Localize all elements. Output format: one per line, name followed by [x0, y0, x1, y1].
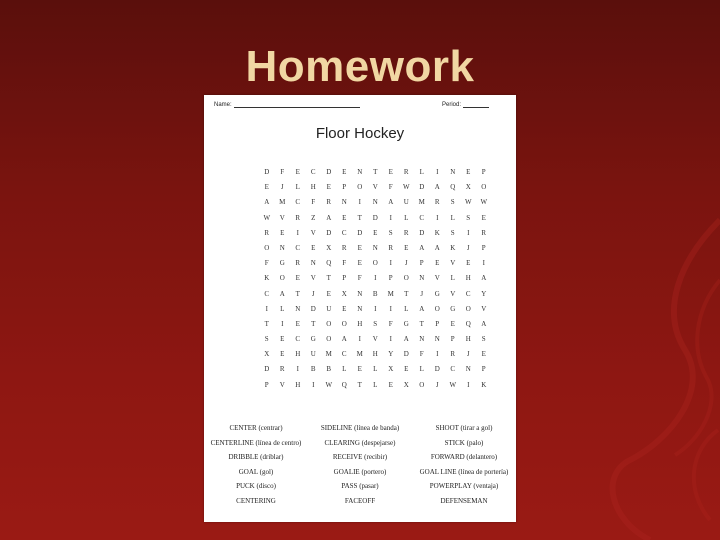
grid-letter: D: [372, 213, 378, 222]
grid-letter: G: [434, 289, 440, 298]
grid-letter: D: [326, 228, 332, 237]
grid-letter: A: [341, 335, 347, 344]
grid-letter: L: [295, 183, 300, 192]
grid-letter: N: [310, 259, 316, 268]
grid-letter: N: [450, 168, 456, 176]
grid-letter: V: [450, 289, 456, 298]
grid-letter: O: [326, 335, 332, 344]
word-bank-entry: POWERPLAY (ventaja): [429, 482, 499, 490]
grid-letter: E: [280, 228, 285, 237]
grid-letter: W: [402, 183, 410, 192]
grid-letter: E: [450, 319, 455, 328]
grid-letter: N: [279, 243, 285, 252]
grid-letter: E: [326, 183, 331, 192]
grid-letter: L: [404, 304, 409, 313]
grid-letter: N: [419, 274, 425, 283]
grid-letter: P: [481, 365, 486, 374]
grid-letter: R: [388, 243, 394, 252]
grid-letter: V: [450, 259, 456, 268]
grid-letter: T: [357, 213, 362, 222]
grid-row: [259, 241, 492, 256]
grid-letter: E: [404, 243, 409, 252]
grid-row: [259, 165, 492, 180]
grid-letter: F: [388, 319, 393, 328]
grid-letter: H: [295, 350, 301, 359]
word-bank-row: [204, 421, 516, 436]
grid-letter: L: [342, 365, 347, 374]
grid-letter: J: [420, 289, 424, 298]
worksheet-title: Floor Hockey: [315, 125, 405, 142]
grid-letter: A: [403, 335, 409, 344]
grid-letter: U: [326, 304, 332, 313]
grid-letter: J: [435, 380, 439, 389]
grid-letter: C: [295, 198, 301, 207]
grid-letter: C: [264, 289, 270, 298]
grid-letter: W: [449, 380, 457, 389]
word-bank-entry: FACEOFF: [344, 496, 376, 505]
grid-letter: K: [264, 274, 270, 283]
grid-letter: E: [388, 168, 393, 176]
grid-letter: G: [450, 304, 456, 313]
grid-letter: B: [372, 289, 378, 298]
grid-letter: H: [295, 380, 301, 389]
word-bank-row: [204, 465, 516, 480]
word-bank-entry: GOAL (gol): [238, 467, 274, 476]
grid-row: [259, 180, 492, 195]
grid-letter: P: [342, 183, 347, 192]
grid-letter: D: [403, 350, 409, 359]
grid-letter: F: [388, 183, 393, 192]
word-search-worksheet: [204, 95, 516, 522]
grid-letter: S: [481, 335, 486, 344]
grid-letter: I: [389, 304, 392, 313]
word-bank-entry: CENTERING: [236, 496, 276, 505]
grid-letter: V: [310, 274, 316, 283]
grid-letter: D: [419, 183, 425, 192]
grid-letter: E: [295, 168, 300, 176]
grid-letter: E: [280, 350, 285, 359]
grid-letter: D: [264, 365, 270, 374]
grid-letter: E: [388, 380, 393, 389]
grid-letter: P: [342, 274, 347, 283]
grid-letter: A: [481, 274, 487, 283]
grid-letter: F: [419, 350, 424, 359]
grid-letter: E: [466, 259, 471, 268]
grid-letter: I: [389, 335, 392, 344]
grid-letter: H: [357, 319, 363, 328]
grid-letter: Q: [465, 319, 471, 328]
grid-letter: L: [404, 213, 409, 222]
grid-letter: N: [419, 335, 425, 344]
grid-letter: N: [357, 304, 363, 313]
grid-letter: S: [388, 228, 393, 237]
grid-letter: M: [418, 198, 425, 207]
grid-letter: I: [436, 168, 439, 176]
grid-row: [259, 362, 492, 377]
grid-letter: G: [279, 259, 285, 268]
grid-letter: O: [264, 243, 270, 252]
grid-row: [259, 226, 492, 241]
grid-letter: U: [310, 350, 316, 359]
grid-letter: F: [280, 168, 285, 176]
grid-letter: V: [434, 274, 440, 283]
grid-letter: R: [341, 243, 347, 252]
grid-letter: V: [481, 304, 487, 313]
period-field: [442, 101, 489, 108]
word-bank-entry: GOALIE (portero): [333, 467, 387, 476]
grid-letter: X: [326, 243, 332, 252]
grid-letter: E: [404, 365, 409, 374]
grid-letter: O: [279, 274, 285, 283]
grid-letter: Q: [326, 259, 332, 268]
grid-letter: T: [311, 319, 316, 328]
grid-letter: E: [481, 350, 486, 359]
grid-letter: C: [295, 335, 301, 344]
word-bank-entry: CENTER (centrar): [229, 424, 283, 432]
grid-letter: A: [419, 304, 425, 313]
grid-letter: P: [450, 335, 455, 344]
grid-letter: N: [465, 365, 471, 374]
grid-letter: G: [403, 319, 409, 328]
grid-letter: I: [281, 319, 284, 328]
grid-letter: O: [465, 304, 471, 313]
grid-letter: L: [373, 380, 378, 389]
grid-letter: I: [482, 259, 485, 268]
period-label: Period:: [442, 102, 462, 108]
word-bank-entry: CLEARING (despejarse): [324, 438, 396, 447]
grid-letter: T: [404, 289, 409, 298]
grid-row: [259, 302, 492, 317]
grid-letter: N: [357, 289, 363, 298]
grid-letter: Q: [341, 380, 347, 389]
grid-letter: E: [342, 213, 347, 222]
grid-letter: N: [372, 198, 378, 207]
word-bank-entry: SIDELINE (línea de banda): [320, 424, 400, 432]
grid-letter: N: [295, 304, 301, 313]
grid-letter: S: [373, 319, 378, 328]
grid-letter: T: [419, 319, 424, 328]
grid-letter: C: [295, 243, 301, 252]
grid-row: [259, 378, 492, 393]
grid-letter: D: [434, 365, 440, 374]
grid-letter: C: [450, 365, 456, 374]
grid-letter: X: [465, 183, 471, 192]
grid-letter: V: [279, 380, 285, 389]
grid-letter: E: [342, 168, 347, 176]
grid-letter: B: [326, 365, 332, 374]
grid-letter: T: [264, 319, 269, 328]
grid-letter: O: [419, 380, 425, 389]
name-blank-line: [234, 101, 360, 108]
grid-letter: I: [358, 335, 361, 344]
grid-letter: I: [358, 198, 361, 207]
grid-letter: S: [450, 198, 455, 207]
grid-letter: X: [388, 365, 394, 374]
grid-letter: X: [403, 380, 409, 389]
grid-letter: P: [264, 380, 269, 389]
grid-letter: A: [434, 183, 440, 192]
grid-letter: L: [450, 213, 455, 222]
grid-letter: E: [280, 335, 285, 344]
grid-letter: R: [295, 259, 301, 268]
grid-letter: D: [310, 304, 316, 313]
grid-letter: E: [295, 274, 300, 283]
grid-letter: R: [450, 350, 456, 359]
grid-letter: D: [419, 228, 425, 237]
grid-letter: R: [403, 228, 409, 237]
period-blank-line: [463, 101, 489, 108]
grid-letter: T: [357, 380, 362, 389]
grid-letter: I: [436, 350, 439, 359]
word-bank-row: [204, 450, 516, 465]
grid-letter: L: [373, 365, 378, 374]
grid-letter: S: [450, 228, 455, 237]
grid-letter: J: [280, 183, 284, 192]
grid-letter: A: [481, 319, 487, 328]
grid-letter: V: [372, 335, 378, 344]
grid-letter: E: [357, 259, 362, 268]
grid-row: [259, 317, 492, 332]
grid-letter: Y: [481, 289, 487, 298]
grid-letter: E: [357, 243, 362, 252]
grid-letter: N: [372, 243, 378, 252]
grid-letter: H: [465, 274, 471, 283]
grid-letter: F: [264, 259, 269, 268]
grid-letter: S: [264, 335, 269, 344]
word-bank-entry: RECEIVE (recibir): [332, 453, 388, 461]
grid-letter: L: [419, 168, 424, 176]
grid-letter: Z: [311, 213, 316, 222]
grid-letter: E: [357, 365, 362, 374]
grid-letter: K: [481, 380, 487, 389]
grid-letter: R: [295, 213, 301, 222]
grid-letter: H: [465, 335, 471, 344]
grid-letter: A: [388, 198, 394, 207]
grid-row: [259, 347, 492, 362]
grid-row: [259, 195, 492, 210]
grid-letter: D: [264, 168, 270, 176]
grid-letter: P: [481, 243, 486, 252]
word-bank-entry: SHOOT (tirar a gol): [435, 424, 493, 432]
grid-letter: H: [310, 183, 316, 192]
word-bank: [204, 421, 516, 508]
grid-row: [259, 287, 492, 302]
grid-letter: R: [403, 168, 409, 176]
grid-letter: E: [342, 304, 347, 313]
grid-letter: K: [434, 228, 440, 237]
grid-letter: O: [357, 183, 363, 192]
grid-letter: C: [419, 213, 425, 222]
grid-letter: F: [311, 198, 316, 207]
grid-letter: U: [403, 198, 409, 207]
word-bank-row: [204, 436, 516, 451]
grid-letter: I: [265, 304, 268, 313]
grid-letter: R: [434, 198, 440, 207]
name-field: [214, 101, 360, 108]
grid-letter: J: [404, 259, 408, 268]
grid-row: [259, 332, 492, 347]
grid-row: [259, 256, 492, 271]
grid-letter: O: [403, 274, 409, 283]
grid-letter: O: [481, 183, 487, 192]
grid-letter: K: [450, 243, 456, 252]
word-bank-row: [204, 479, 516, 494]
grid-letter: E: [435, 259, 440, 268]
grid-letter: E: [264, 183, 269, 192]
grid-letter: V: [372, 183, 378, 192]
word-bank-entry: PASS (pasar): [341, 482, 379, 490]
grid-letter: O: [326, 319, 332, 328]
grid-letter: I: [389, 259, 392, 268]
grid-letter: E: [466, 168, 471, 176]
grid-letter: W: [263, 213, 271, 222]
grid-letter: C: [310, 168, 316, 176]
grid-letter: E: [481, 213, 486, 222]
grid-letter: V: [279, 213, 285, 222]
grid-letter: B: [310, 365, 316, 374]
grid-letter: I: [374, 274, 377, 283]
grid-letter: A: [279, 289, 285, 298]
grid-letter: O: [434, 304, 440, 313]
grid-letter: X: [341, 289, 347, 298]
grid-letter: D: [357, 228, 363, 237]
grid-letter: T: [373, 168, 378, 176]
grid-letter: R: [279, 365, 285, 374]
grid-letter: I: [467, 228, 470, 237]
grid-letter: E: [373, 228, 378, 237]
grid-letter: A: [326, 213, 332, 222]
grid-letter: Y: [388, 350, 394, 359]
grid-letter: E: [295, 319, 300, 328]
grid-letter: P: [435, 319, 440, 328]
grid-letter: I: [312, 380, 315, 389]
grid-letter: Q: [450, 183, 456, 192]
grid-letter: C: [465, 289, 471, 298]
grid-letter: J: [466, 243, 470, 252]
grid-letter: J: [466, 350, 470, 359]
grid-letter: M: [325, 350, 332, 359]
grid-letter: A: [434, 243, 440, 252]
grid-letter: I: [436, 213, 439, 222]
grid-letter: I: [467, 380, 470, 389]
grid-letter: I: [389, 213, 392, 222]
letter-grid: [259, 165, 492, 393]
grid-letter: W: [480, 198, 488, 207]
grid-letter: E: [326, 289, 331, 298]
grid-letter: J: [311, 289, 315, 298]
grid-letter: C: [341, 350, 347, 359]
word-bank-entry: DRIBBLE (driblar): [228, 453, 284, 461]
grid-letter: L: [280, 304, 285, 313]
grid-row: [259, 271, 492, 286]
grid-letter: P: [481, 168, 486, 176]
background-swirl-decoration: [590, 200, 720, 540]
slide-title: Homework: [245, 42, 475, 91]
grid-letter: M: [387, 289, 394, 298]
word-bank-entry: FORWARD (delantero): [430, 453, 498, 461]
grid-row: [259, 211, 492, 226]
grid-letter: I: [296, 228, 299, 237]
grid-letter: D: [326, 168, 332, 176]
grid-letter: N: [357, 168, 363, 176]
grid-letter: W: [325, 380, 333, 389]
grid-letter: F: [357, 274, 362, 283]
word-bank-entry: DEFENSEMAN: [440, 496, 488, 505]
grid-letter: X: [264, 350, 270, 359]
grid-letter: C: [341, 228, 347, 237]
word-bank-row: [204, 494, 516, 509]
word-bank-entry: GOAL LINE (línea de portería): [419, 467, 509, 476]
word-bank-entry: PUCK (disco): [236, 482, 276, 490]
grid-letter: P: [419, 259, 424, 268]
grid-letter: L: [450, 274, 455, 283]
grid-letter: E: [311, 243, 316, 252]
name-label: Name:: [214, 102, 232, 108]
grid-letter: G: [310, 335, 316, 344]
grid-letter: A: [419, 243, 425, 252]
grid-letter: T: [295, 289, 300, 298]
grid-letter: A: [264, 198, 270, 207]
grid-letter: R: [326, 198, 332, 207]
grid-letter: W: [464, 198, 472, 207]
grid-letter: T: [326, 274, 331, 283]
grid-letter: N: [341, 198, 347, 207]
grid-letter: S: [466, 213, 471, 222]
grid-letter: M: [279, 198, 286, 207]
grid-letter: O: [372, 259, 378, 268]
word-bank-entry: CENTERLINE (línea de centro): [210, 438, 302, 447]
grid-letter: R: [481, 228, 487, 237]
grid-letter: I: [374, 304, 377, 313]
grid-letter: N: [434, 335, 440, 344]
grid-letter: V: [310, 228, 316, 237]
grid-letter: I: [296, 365, 299, 374]
grid-letter: P: [388, 274, 393, 283]
grid-letter: M: [356, 350, 363, 359]
grid-letter: F: [342, 259, 347, 268]
grid-letter: R: [264, 228, 270, 237]
word-bank-entry: STICK (palo): [444, 438, 484, 447]
grid-letter: O: [341, 319, 347, 328]
grid-letter: H: [372, 350, 378, 359]
grid-letter: L: [419, 365, 424, 374]
